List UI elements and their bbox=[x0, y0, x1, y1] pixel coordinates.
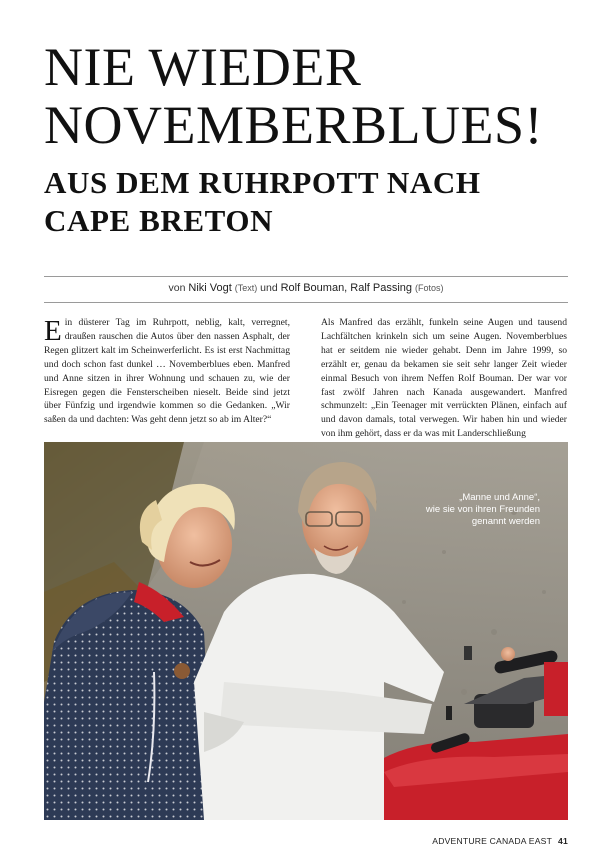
credits-prefix: von bbox=[168, 282, 186, 294]
body-column-left bbox=[44, 316, 290, 427]
page-footer bbox=[432, 836, 568, 846]
body-column-right bbox=[321, 316, 567, 441]
feature-photo bbox=[44, 442, 568, 820]
photographer-role: (Fotos) bbox=[414, 283, 444, 293]
credits-bottom-rule bbox=[44, 302, 568, 303]
photo-caption-line-3: genannt werden bbox=[471, 516, 540, 527]
subtitle-line-1: AUS DEM RUHRPOTT NACH bbox=[44, 165, 481, 200]
body-text-left: in düsterer Tag im Ruhrpott, neblig, kalt, verregnet, draußen rauschen die Autos über den nassen Asphalt, der Regen glitzert kalt im Scheinwerferlicht. Es ist erst Nachmittag und doch schon fast dunkel … Novemberblues eben. Manfred und Anne sitzen in ihrer Wohnung und schauen zu, wie der Eisregen gegen die Fensterscheiben nieselt. Beide sind jetzt über Fünfzig und irgendwie kommen so die Gedanken. „Wir saßen da und dachten: Was geht denn jetzt so ab im Alter?“ bbox=[44, 317, 290, 426]
magazine-name: ADVENTURE CANADA EAST bbox=[432, 836, 553, 846]
headline-line-1: NIE WIEDER bbox=[44, 37, 362, 97]
photo-caption-line-1: „Manne und Anne“, bbox=[459, 492, 540, 503]
author-role: (Text) bbox=[234, 283, 258, 293]
photographer-names: Rolf Bouman, Ralf Passing bbox=[280, 282, 413, 294]
credits-and: und bbox=[260, 282, 278, 294]
photo-caption-line-2: wie sie von ihren Freunden bbox=[425, 504, 540, 515]
couple-on-quad-illustration bbox=[44, 442, 568, 820]
headline-line-2: NOVEMBERBLUES! bbox=[44, 95, 544, 155]
drop-cap: E bbox=[44, 315, 62, 347]
subtitle-line-2: CAPE BRETON bbox=[44, 203, 274, 238]
credits-line bbox=[44, 282, 568, 294]
author-name: Niki Vogt bbox=[188, 282, 232, 294]
page-number: 41 bbox=[558, 836, 568, 846]
credits-top-rule bbox=[44, 276, 568, 277]
headline bbox=[44, 38, 584, 154]
body-text-right: Als Manfred das erzählt, funkeln seine Augen und tausend Lachfältchen krinkeln sich um seine Augen. Novemberblues hat er seitdem nie wieder gehabt. Denn im Jahre 1999, so erzählt er, genau da bekamen sie seit sehr langer Zeit wieder einmal Besuch von ihrem Neffen Rolf Bouman. Der war vor fast zwölf Jahren nach Kanada ausgewandert. Manfred schmunzelt: „Ein Teenager mit verrückten Plänen, einfach auf und davon damals, total verwegen. Wir haben hin und wieder von ihm gehört, dass er da was mit Landerschließung bbox=[321, 317, 567, 440]
subtitle bbox=[44, 164, 584, 240]
